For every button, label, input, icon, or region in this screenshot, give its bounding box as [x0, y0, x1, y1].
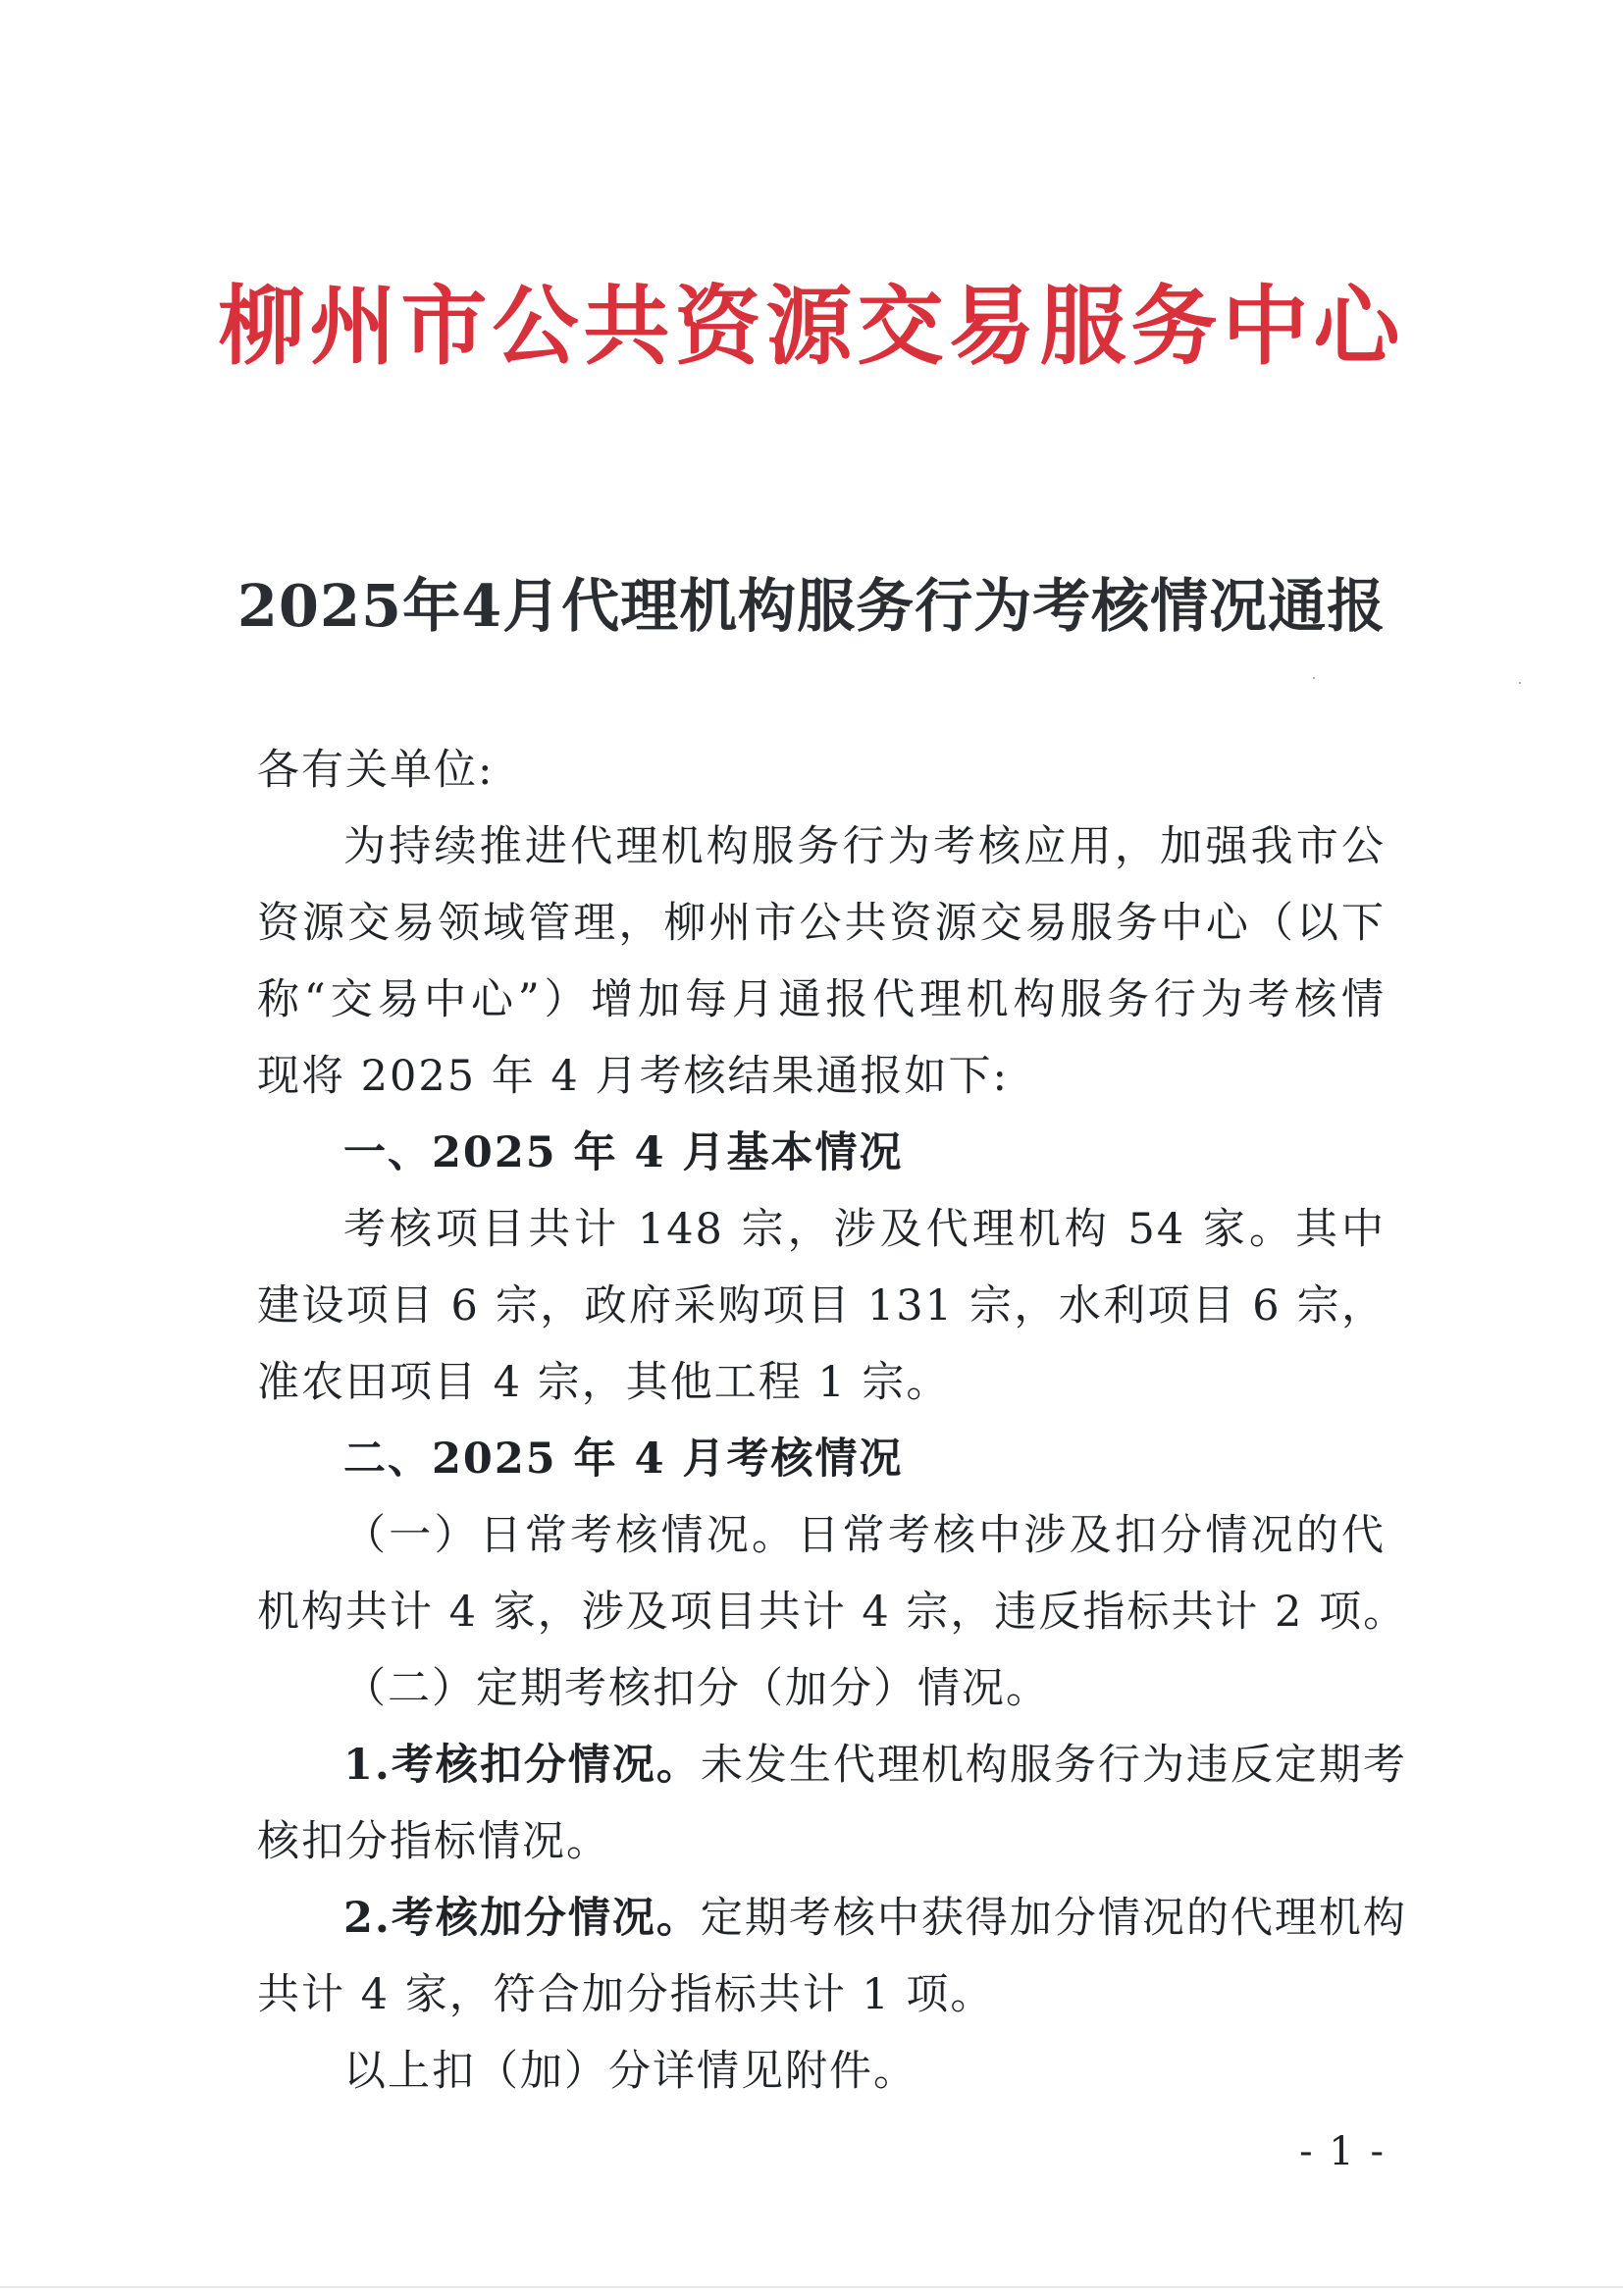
intro-line: 为持续推进代理机构服务行为考核应用，加强我市公 [343, 822, 1386, 871]
deduction-label: 1.考核扣分情况。 [343, 1741, 701, 1790]
intro-line: 称“交易中心”）增加每月通报代理机构服务行为考核情 [257, 975, 1386, 1024]
page-number: - 1 - [1299, 2129, 1386, 2174]
document-body [257, 732, 1408, 2110]
section-1-line: 准农田项目 4 宗，其他工程 1 宗。 [257, 1358, 951, 1407]
section-1-line: 考核项目共计 148 宗，涉及代理机构 54 家。其中 [343, 1205, 1386, 1254]
bonus-paragraph [257, 1880, 1407, 1957]
document-title: 2025年4月代理机构服务行为考核情况通报 [236, 572, 1387, 640]
daily-assessment-line: 机构共计 4 家，涉及项目共计 4 宗，违反指标共计 2 项。 [257, 1588, 1408, 1637]
deduction-text: 未发生代理机构服务行为违反定期考 [700, 1741, 1407, 1790]
section-1-line: 建设项目 6 宗，政府采购项目 131 宗，水利项目 6 宗， [257, 1281, 1386, 1331]
closing-line: 以上扣（加）分详情见附件。 [343, 2047, 917, 2096]
bonus-line: 共计 4 家，符合加分指标共计 1 项。 [257, 1970, 995, 2019]
intro-line: 现将 2025 年 4 月考核结果通报如下: [257, 1052, 1009, 1101]
periodic-assessment-heading: （二）定期考核扣分（加分）情况。 [343, 1664, 1050, 1713]
bonus-label: 2.考核加分情况。 [343, 1894, 701, 1943]
deduction-paragraph [257, 1727, 1407, 1803]
scan-speck [1519, 682, 1521, 684]
daily-assessment-line: （一）日常考核情况。日常考核中涉及扣分情况的代 [343, 1511, 1386, 1560]
bonus-text: 定期考核中获得加分情况的代理机构 [700, 1894, 1407, 1943]
section-1-heading: 一、2025 年 4 月基本情况 [343, 1128, 904, 1177]
intro-line: 资源交易领域管理，柳州市公共资源交易服务中心（以下 [257, 899, 1386, 948]
scan-speck [1313, 677, 1315, 679]
section-2-heading: 二、2025 年 4 月考核情况 [343, 1435, 904, 1484]
deduction-line: 核扣分指标情况。 [257, 1817, 610, 1866]
scan-edge [0, 2286, 1623, 2288]
salutation: 各有关单位: [257, 746, 495, 795]
organization-header: 柳州市公共资源交易服务中心 [218, 276, 1405, 377]
